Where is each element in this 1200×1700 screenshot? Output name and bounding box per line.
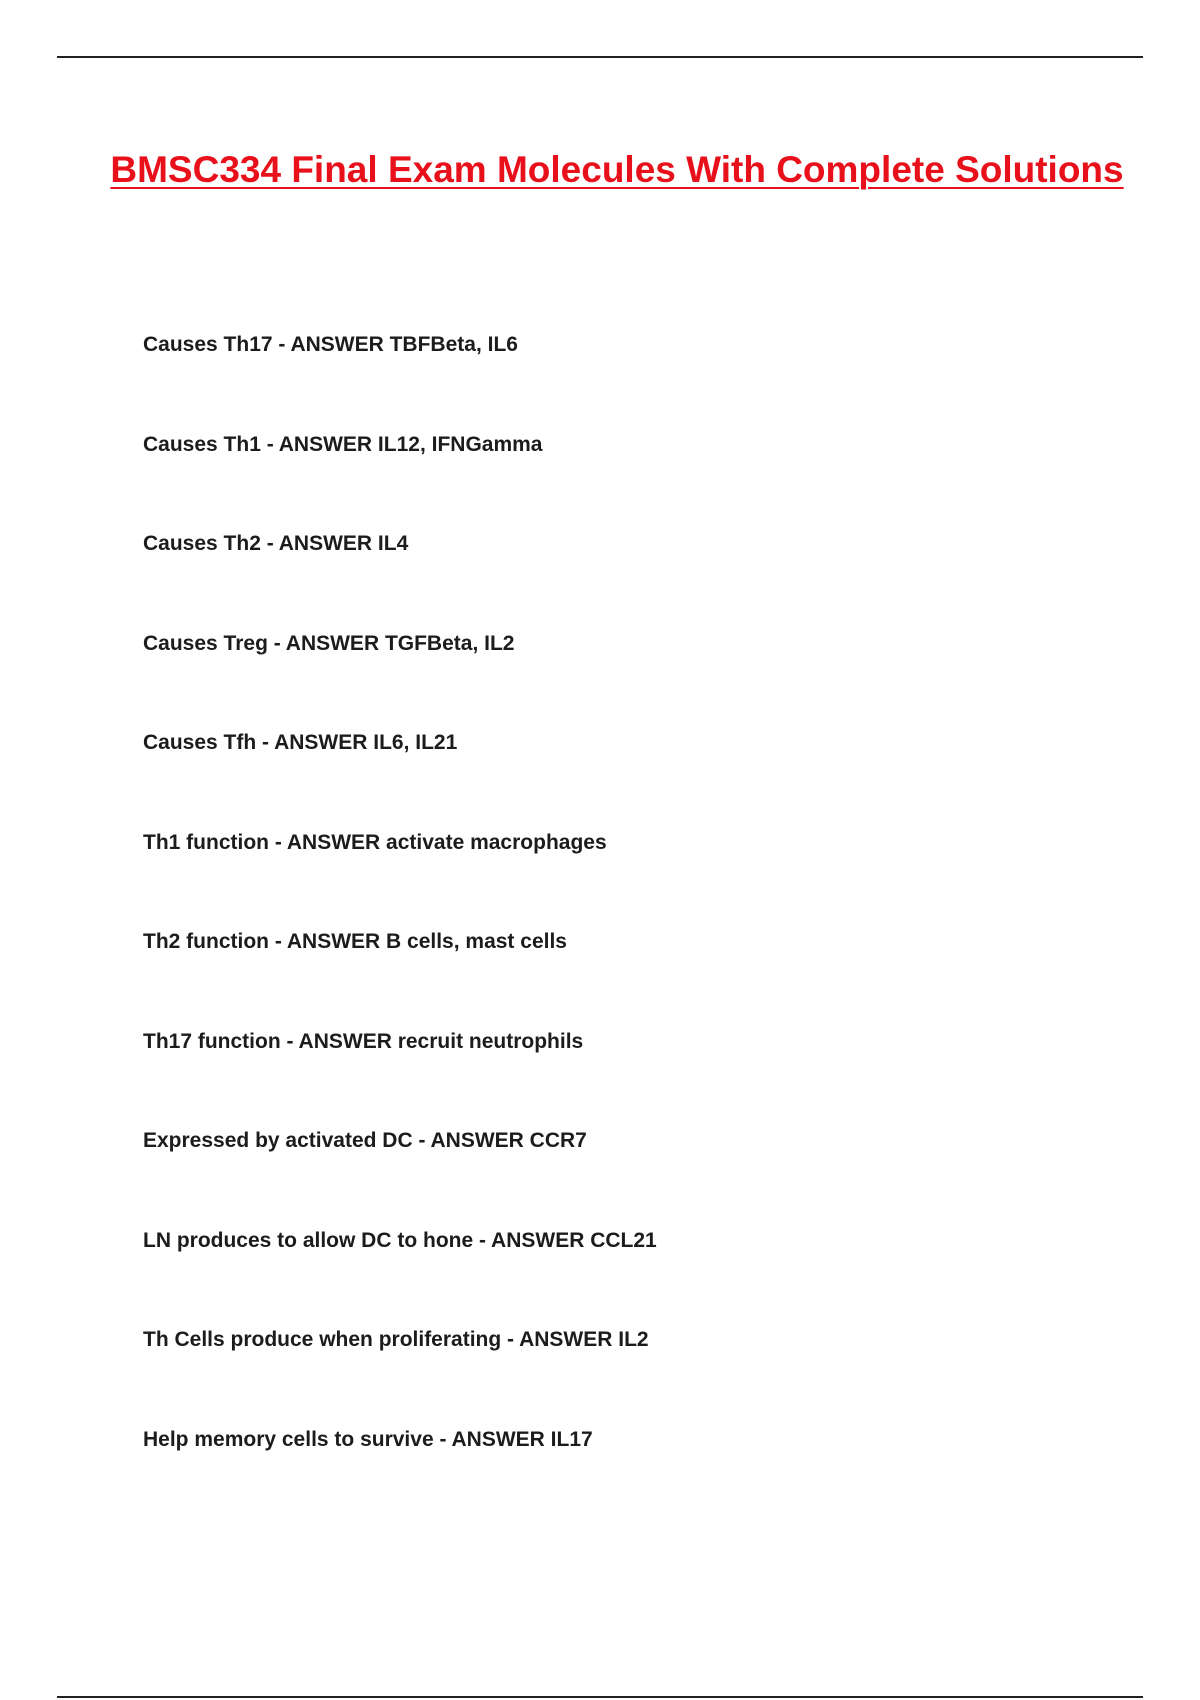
document-title: BMSC334 Final Exam Molecules With Complete Solutions: [110, 149, 1124, 190]
qa-item: Th1 function - ANSWER activate macrophages: [143, 830, 607, 854]
qa-item: Help memory cells to survive - ANSWER IL17: [143, 1427, 593, 1451]
footer-rule: [57, 1696, 1143, 1698]
qa-item: Causes Th1 - ANSWER IL12, IFNGamma: [143, 432, 543, 456]
qa-item: Causes Th17 - ANSWER TBFBeta, IL6: [143, 333, 518, 356]
qa-item: Expressed by activated DC - ANSWER CCR7: [143, 1129, 587, 1152]
header-rule: [57, 56, 1143, 58]
qa-item: Th17 function - ANSWER recruit neutrophils: [143, 1029, 584, 1053]
qa-item: Causes Treg - ANSWER TGFBeta, IL2: [143, 631, 515, 655]
qa-item: Th Cells produce when proliferating - ANSWER IL2: [143, 1328, 649, 1351]
qa-item: LN produces to allow DC to hone - ANSWER CCL21: [143, 1228, 657, 1252]
qa-item: Th2 function - ANSWER B cells, mast cells: [143, 930, 567, 953]
qa-item: Causes Th2 - ANSWER IL4: [143, 532, 409, 555]
qa-item: Causes Tfh - ANSWER IL6, IL21: [143, 731, 458, 754]
qa-list: [143, 327, 657, 1521]
